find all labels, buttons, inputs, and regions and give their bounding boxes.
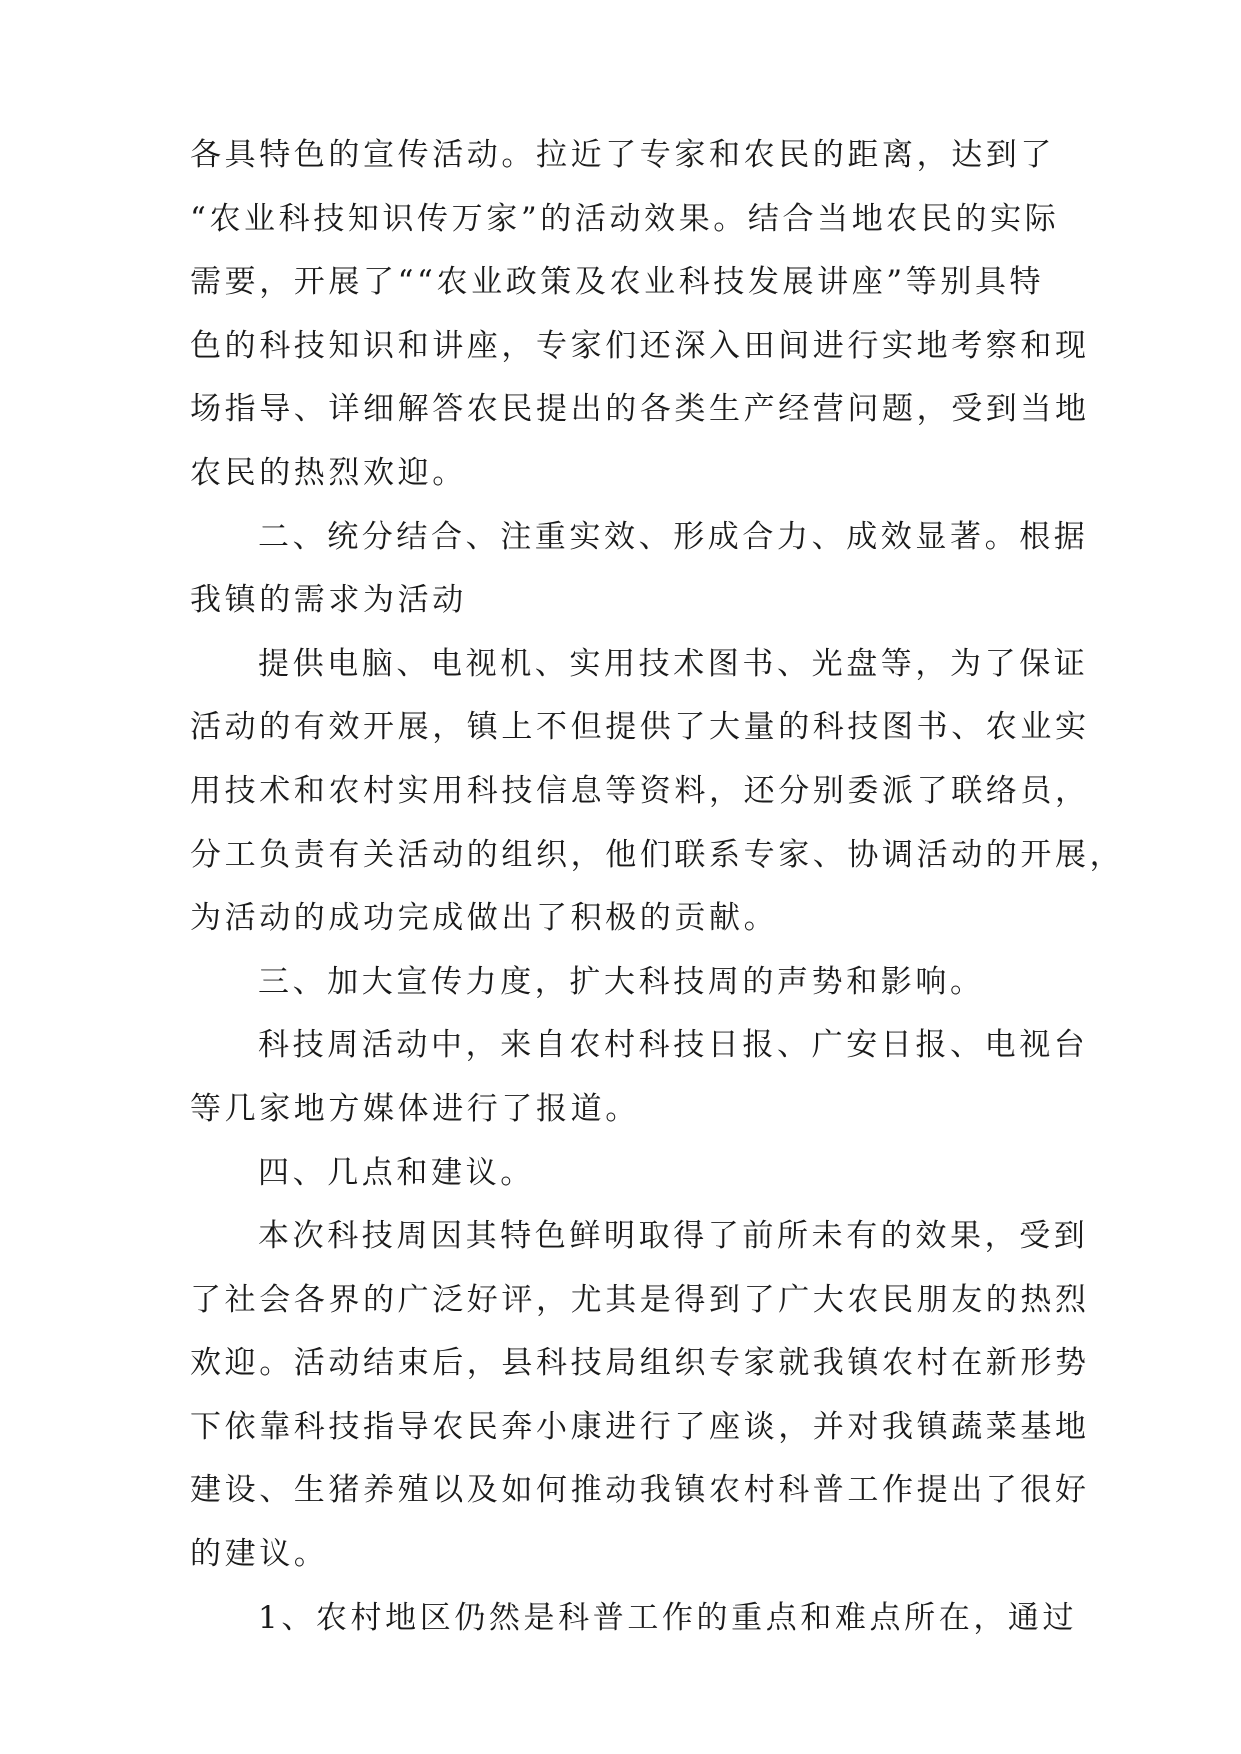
text-line: 本次科技周因其特色鲜明取得了前所未有的效果，受到 — [258, 1218, 1089, 1255]
text-line: 各具特色的宣传活动。拉近了专家和农民的距离，达到了 — [190, 137, 1055, 173]
text-line: 科技周活动中，来自农村科技日报、广安日报、电视台 — [258, 1027, 1089, 1064]
text-line: 下依靠科技指导农民奔小康进行了座谈，并对我镇蔬菜基地 — [190, 1408, 1090, 1445]
text-line: 需要，开展了““农业政策及农业科技发展讲座”等别具特 — [190, 264, 1045, 301]
document-body — [190, 124, 1125, 1650]
text-line: 提供电脑、电视机、实用技术图书、光盘等，为了保证 — [258, 645, 1089, 682]
text-line: 色的科技知识和讲座，专家们还深入田间进行实地考察和现 — [190, 327, 1090, 364]
text-line: 三、加大宣传力度，扩大科技周的声势和影响。 — [258, 963, 985, 1000]
text-line: “农业科技知识传万家”的活动效果。结合当地农民的实际 — [190, 200, 1060, 237]
text-line: 欢迎。活动结束后，县科技局组织专家就我镇农村在新形势 — [190, 1345, 1090, 1382]
text-line: 二、统分结合、注重实效、形成合力、成效显著。根据 — [258, 518, 1089, 555]
text-line: 活动的有效开展，镇上不但提供了大量的科技图书、农业实 — [190, 709, 1090, 746]
text-line: 了社会各界的广泛好评，尤其是得到了广大农民朋友的热烈 — [190, 1281, 1090, 1318]
text-line: 用技术和农村实用科技信息等资料，还分别委派了联络员， — [190, 772, 1090, 809]
text-line: 1、农村地区仍然是科普工作的重点和难点所在，通过 — [258, 1599, 1078, 1636]
text-line: 场指导、详细解答农民提出的各类生产经营问题，受到当地 — [190, 391, 1090, 428]
text-line: 分工负责有关活动的组织，他们联系专家、协调活动的开展， — [190, 836, 1125, 873]
text-line: 的建议。 — [190, 1536, 329, 1573]
text-line: 农民的热烈欢迎。 — [190, 454, 467, 491]
text-line: 建设、生猪养殖以及如何推动我镇农村科普工作提出了很好 — [190, 1472, 1090, 1509]
text-line: 等几家地方媒体进行了报道。 — [190, 1090, 640, 1127]
text-line: 我镇的需求为活动 — [190, 582, 467, 619]
text-line: 为活动的成功完成做出了积极的贡献。 — [190, 900, 779, 937]
text-line: 四、几点和建议。 — [258, 1154, 535, 1191]
